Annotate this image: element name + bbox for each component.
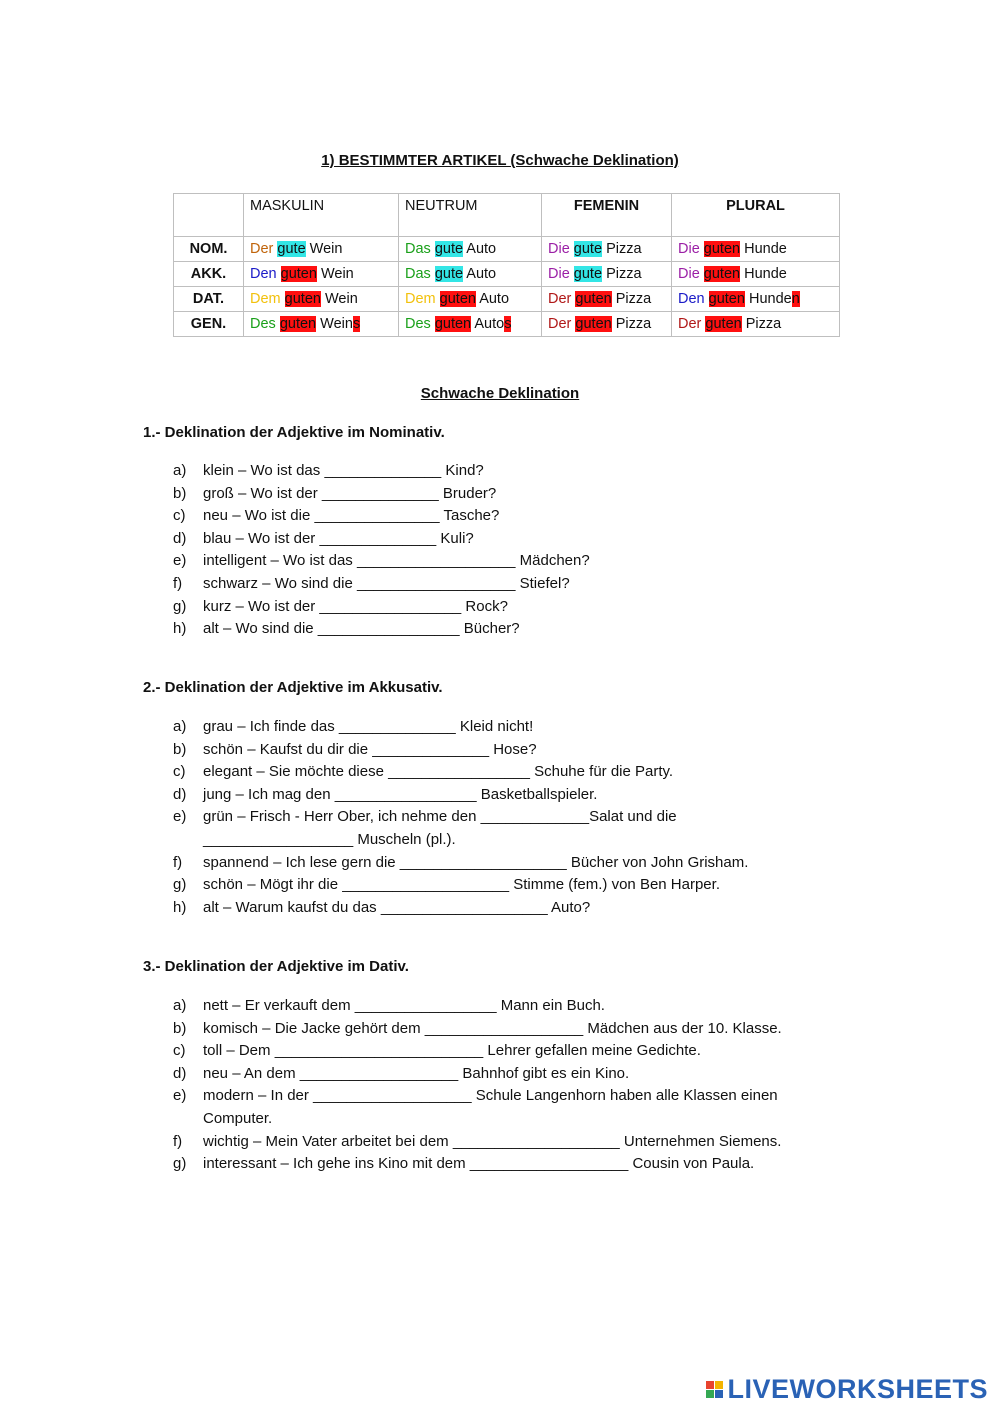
exercise-item: [173, 1018, 782, 1041]
item-label: f): [173, 1132, 183, 1150]
header-femenin: FEMENIN: [542, 194, 672, 237]
article: Die: [548, 241, 570, 257]
item-label: d): [173, 529, 187, 547]
table-header-row: [174, 194, 840, 237]
adjective-ending: guten: [434, 316, 472, 332]
noun: Wein: [324, 291, 358, 307]
adjective-ending: gute: [434, 266, 464, 282]
item-label: f): [173, 853, 183, 871]
item-text: intelligent – Wo ist das ___________________ Mädchen?: [203, 552, 590, 570]
article: Der: [250, 241, 274, 257]
noun: Hunde: [748, 291, 792, 307]
noun: Wein: [320, 266, 354, 282]
article: Das: [405, 241, 431, 257]
noun: Hunde: [744, 241, 787, 257]
exercise-item: [173, 806, 748, 829]
cell-neutrum: [399, 262, 542, 287]
exercise-item: [173, 1063, 782, 1086]
exercise-item: [173, 716, 748, 739]
article: Der: [548, 316, 572, 332]
row-label: DAT.: [174, 287, 244, 312]
exercise-item: [173, 483, 590, 506]
item-text: alt – Wo sind die _________________ Bücher?: [203, 620, 520, 638]
item-text: schwarz – Wo sind die ___________________ Stiefel?: [203, 574, 570, 592]
exercise-list-nominativ: [173, 460, 590, 641]
article: Des: [250, 316, 276, 332]
header-maskulin: MASKULIN: [244, 194, 399, 237]
cell-maskulin: [244, 287, 399, 312]
adjective-ending: guten: [280, 266, 317, 282]
noun: Auto: [466, 241, 497, 257]
item-text: neu – An dem ___________________ Bahnhof gibt es ein Kino.: [203, 1064, 630, 1082]
table-row: [174, 237, 840, 262]
article: Die: [678, 241, 700, 257]
item-label: g): [173, 597, 187, 615]
cell-neutrum: [399, 237, 542, 262]
cell-maskulin: [244, 312, 399, 337]
item-label: h): [173, 620, 187, 638]
noun: Hunde: [744, 266, 787, 282]
item-label: a): [173, 718, 187, 735]
liveworksheets-logo-icon: [706, 1381, 723, 1398]
item-label: g): [173, 876, 187, 894]
exercise-item: [173, 784, 748, 807]
noun: Wein: [320, 316, 353, 332]
exercise-item: [173, 596, 590, 619]
article: Die: [678, 266, 700, 282]
exercise-item: [173, 995, 782, 1018]
noun: Pizza: [615, 316, 652, 332]
exercise-item: [173, 761, 748, 784]
noun: Auto: [466, 266, 497, 282]
item-text: __________________ Muscheln (pl.).: [203, 830, 456, 848]
noun: Auto: [474, 316, 505, 332]
adjective-ending: guten: [703, 241, 741, 257]
table-row: [174, 312, 840, 337]
section-subtitle: Schwache Deklination: [420, 385, 580, 402]
adjective-ending: guten: [708, 291, 745, 307]
article: Die: [548, 266, 570, 282]
item-text: nett – Er verkauft dem _________________ Mann ein Buch.: [203, 997, 605, 1014]
exercise-item: [173, 739, 748, 762]
item-text: alt – Warum kaufst du das ____________________ Auto?: [203, 898, 591, 916]
article: Das: [405, 266, 431, 282]
exercise-item: [173, 1153, 782, 1176]
cell-neutrum: [399, 287, 542, 312]
noun-suffix: s: [504, 316, 512, 332]
table-row: [174, 262, 840, 287]
liveworksheets-logo: [706, 1374, 988, 1405]
adjective-ending: guten: [575, 316, 612, 332]
cell-femenin: [542, 237, 672, 262]
adjective-ending: gute: [573, 241, 603, 257]
cell-plural: [672, 287, 840, 312]
item-label: g): [173, 1155, 187, 1173]
item-text: schön – Kaufst du dir die ______________ Hose?: [203, 740, 537, 758]
item-label: b): [173, 1019, 187, 1037]
exercise-item: [173, 1131, 782, 1154]
cell-maskulin: [244, 237, 399, 262]
item-text: interessant – Ich gehe ins Kino mit dem ___________________ Cousin von Paula.: [203, 1155, 755, 1173]
exercise-item: [173, 874, 748, 897]
item-text: grün – Frisch - Herr Ober, ich nehme den _____________Salat und die: [203, 808, 677, 826]
cell-femenin: [542, 312, 672, 337]
adjective-ending: guten: [284, 291, 321, 307]
exercise-item: [173, 1108, 782, 1131]
article: Dem: [250, 291, 281, 307]
row-label: AKK.: [174, 262, 244, 287]
cell-femenin: [542, 287, 672, 312]
adjective-ending: guten: [703, 266, 741, 282]
cell-plural: [672, 312, 840, 337]
item-label: e): [173, 1087, 187, 1105]
adjective-ending: gute: [434, 241, 464, 257]
exercise-item: [173, 618, 590, 641]
adjective-ending: guten: [575, 291, 612, 307]
noun-suffix: s: [352, 316, 361, 332]
item-text: jung – Ich mag den _________________ Basketballspieler.: [203, 785, 598, 803]
exercise-item: [173, 550, 590, 573]
logo-tile: [706, 1390, 714, 1398]
noun: Pizza: [606, 241, 642, 257]
item-text: klein – Wo ist das ______________ Kind?: [203, 462, 484, 479]
cell-femenin: [542, 262, 672, 287]
item-label: a): [173, 462, 187, 479]
item-text: Computer.: [203, 1109, 273, 1127]
item-text: elegant – Sie möchte diese _________________ Schuhe für die Party.: [203, 763, 674, 781]
row-label: GEN.: [174, 312, 244, 337]
item-label: c): [173, 507, 186, 525]
article: Des: [405, 316, 431, 332]
cell-neutrum: [399, 312, 542, 337]
noun: Auto: [479, 291, 510, 307]
declension-table: [173, 193, 840, 337]
exercise-item: [173, 829, 748, 852]
article: Der: [548, 291, 572, 307]
section-heading-nominativ: 1.- Deklination der Adjektive im Nominativ.: [143, 424, 445, 441]
noun: Wein: [309, 241, 343, 257]
article: Dem: [405, 291, 436, 307]
item-text: schön – Mögt ihr die ____________________ Stimme (fem.) von Ben Harper.: [203, 876, 720, 894]
table-body: [174, 237, 840, 337]
item-label: f): [173, 574, 183, 592]
table-corner-cell: [174, 194, 244, 237]
cell-maskulin: [244, 262, 399, 287]
item-text: toll – Dem _________________________ Lehrer gefallen meine Gedichte.: [203, 1042, 701, 1060]
exercise-item: [173, 1040, 782, 1063]
item-label: e): [173, 552, 187, 570]
item-label: d): [173, 1064, 187, 1082]
logo-tile: [715, 1381, 723, 1389]
item-label: d): [173, 785, 187, 803]
exercise-list-dativ: [173, 995, 782, 1176]
noun: Pizza: [615, 291, 652, 307]
item-text: komisch – Die Jacke gehört dem ___________________ Mädchen aus der 10. Klasse.: [203, 1019, 782, 1037]
noun: Pizza: [745, 316, 782, 332]
exercise-list-akkusativ: [173, 716, 748, 919]
logo-text: LIVEWORKSHEETS: [727, 1374, 988, 1404]
logo-tile: [715, 1390, 723, 1398]
noun: Pizza: [606, 266, 642, 282]
article: Den: [678, 291, 705, 307]
item-text: wichtig – Mein Vater arbeitet bei dem ____________________ Unternehmen Siemens.: [203, 1132, 782, 1150]
exercise-item: [173, 528, 590, 551]
article: Der: [678, 316, 702, 332]
header-neutrum: NEUTRUM: [399, 194, 542, 237]
item-label: h): [173, 898, 187, 916]
table-row: [174, 287, 840, 312]
noun-suffix: n: [791, 291, 800, 307]
item-text: blau – Wo ist der ______________ Kuli?: [203, 529, 474, 547]
item-text: grau – Ich finde das ______________ Kleid nicht!: [203, 718, 534, 735]
adjective-ending: guten: [705, 316, 742, 332]
item-label: a): [173, 997, 187, 1014]
section-heading-dativ: 3.- Deklination der Adjektive im Dativ.: [143, 958, 409, 975]
item-label: c): [173, 1042, 186, 1060]
item-text: neu – Wo ist die _______________ Tasche?: [203, 507, 500, 525]
item-text: modern – In der ___________________ Schule Langenhorn haben alle Klassen einen: [203, 1087, 778, 1105]
item-text: groß – Wo ist der ______________ Bruder?: [203, 484, 497, 502]
item-text: kurz – Wo ist der _________________ Rock?: [203, 597, 508, 615]
exercise-item: [173, 460, 590, 483]
exercise-item: [173, 897, 748, 920]
exercise-item: [173, 1085, 782, 1108]
item-label: b): [173, 484, 187, 502]
header-plural: PLURAL: [672, 194, 840, 237]
row-label: NOM.: [174, 237, 244, 262]
adjective-ending: gute: [277, 241, 306, 257]
cell-plural: [672, 262, 840, 287]
item-label: c): [173, 763, 186, 781]
item-label: b): [173, 740, 187, 758]
exercise-item: [173, 505, 590, 528]
item-text: spannend – Ich lese gern die ____________________ Bücher von John Grisham.: [203, 853, 749, 871]
item-label: e): [173, 808, 187, 826]
logo-tile: [706, 1381, 714, 1389]
adjective-ending: gute: [573, 266, 603, 282]
exercise-item: [173, 573, 590, 596]
cell-plural: [672, 237, 840, 262]
exercise-item: [173, 852, 748, 875]
article: Den: [250, 266, 277, 282]
section-heading-akkusativ: 2.- Deklination der Adjektive im Akkusativ.: [143, 679, 443, 696]
adjective-ending: guten: [279, 316, 317, 332]
adjective-ending: guten: [439, 291, 476, 307]
table-title: 1) BESTIMMTER ARTIKEL (Schwache Deklination): [321, 152, 679, 169]
